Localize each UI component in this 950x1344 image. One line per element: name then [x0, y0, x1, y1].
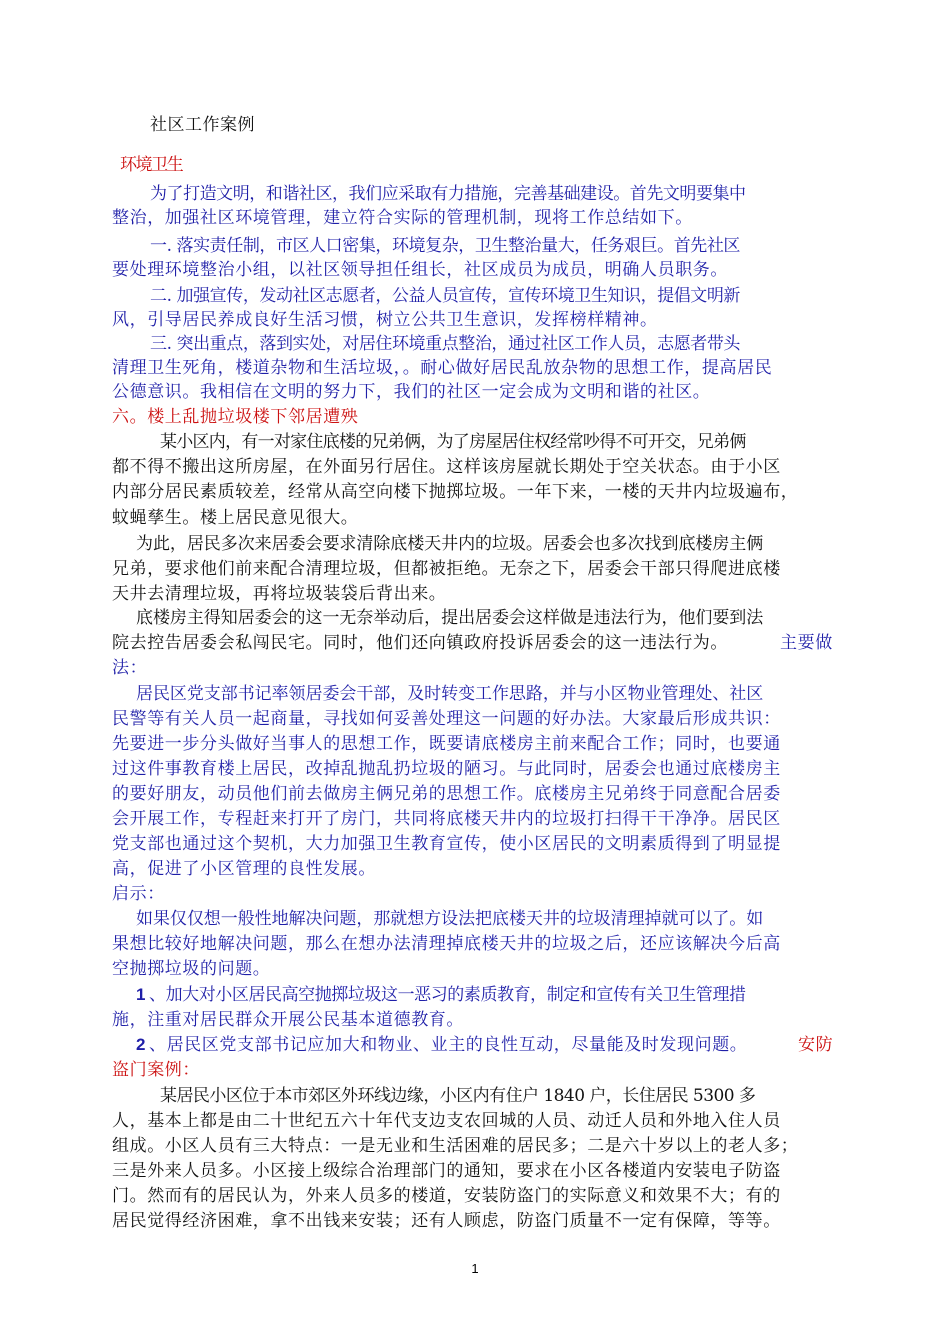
- paragraph-line: 底楼房主得知居委会的这一无奈举动后，提出居委会这样做是违法行为，他们要到法: [136, 608, 764, 628]
- paragraph-line: 如果仅仅想一般性地解决问题，那就想方设法把底楼天井的垃圾清理掉就可以了。如: [136, 909, 764, 929]
- document-title: 社区工作案例: [150, 115, 255, 135]
- paragraph-line: 公德意识。我相信在文明的努力下，我们的社区一定会成为文明和谐的社区。: [112, 382, 711, 402]
- paragraph-line: 居民区党支部书记率领居委会干部，及时转变工作思路，并与小区物业管理处、社区: [136, 684, 764, 704]
- paragraph-line: 蚊蝇孳生。楼上居民意见很大。: [112, 508, 359, 528]
- paragraph-line: 兄弟，要求他们前来配合清理垃圾，但都被拒绝。无奈之下，居委会干部只得爬进底楼: [112, 559, 781, 579]
- paragraph-line: 院去控告居委会私闯民宅。同时，他们还向镇政府投诉居委会的这一违法行为。: [112, 633, 728, 653]
- paragraph-line: 、居民区党支部书记应加大和物业、业主的良性互动，尽量能及时发现问题。: [149, 1035, 748, 1055]
- paragraph-line: 要处理环境整治小组，以社区领导担任组长，社区成员为成员，明确人员职务。: [112, 260, 728, 280]
- paragraph-line: 党支部也通过这个契机，大力加强卫生教育宣传，使小区居民的文明素质得到了明显提: [112, 834, 781, 854]
- paragraph-line: 会开展工作，专程赶来打开了房门，共同将底楼天井内的垃圾打扫得干干净净。居民区: [112, 809, 781, 829]
- paragraph-line: 某小区内，有一对家住底楼的兄弟俩，为了房屋居住权经常吵得不可开交，兄弟俩: [160, 432, 746, 452]
- paragraph-line: 人，基本上都是由二十世纪五六十年代支边支农回城的人员、动迁人员和外地入住人员: [112, 1111, 781, 1131]
- paragraph-line: 风，引导居民养成良好生活习惯，树立公共卫生意识，发挥榜样精神。: [112, 310, 658, 330]
- method-label: 主要做: [780, 633, 833, 653]
- insight-label: 启示：: [112, 884, 165, 904]
- paragraph-line: 都不得不搬出这所房屋，在外面另行居住。这样该房屋就长期处于空关状态。由于小区: [112, 457, 781, 477]
- point-number: 1: [136, 985, 147, 1004]
- paragraph-line: 某居民小区位于本市郊区外环线边缘，小区内有住户 1840 户，长住居民 5300 多: [160, 1086, 756, 1106]
- paragraph-line: 三. 突出重点，落到实处，对居住环境重点整治，通过社区工作人员，志愿者带头: [150, 334, 741, 354]
- paragraph-line: 天井去清理垃圾，再将垃圾装袋后背出来。: [112, 584, 447, 604]
- paragraph-line: 的要好朋友，动员他们前去做房主俩兄弟的思想工作。底楼房主兄弟终于同意配合居委: [112, 784, 781, 804]
- section-heading-garbage: 六。楼上乱抛垃圾楼下邻居遭殃: [112, 407, 359, 427]
- paragraph-line: 为此，居民多次来居委会要求清除底楼天井内的垃圾。居委会也多次找到底楼房主俩: [136, 534, 764, 554]
- paragraph-line: 、加大对小区居民高空抛掷垃圾这一恶习的素质教育，制定和宣传有关卫生管理措: [149, 985, 746, 1005]
- paragraph-line: 空抛掷垃圾的问题。: [112, 959, 271, 979]
- paragraph-line: 内部分居民素质较差，经常从高空向楼下抛掷垃圾。一年下来，一楼的天井内垃圾遍布，: [112, 482, 799, 502]
- paragraph-line: 民警等有关人员一起商量，寻找如何妥善处理这一问题的好办法。大家最后形成共识：: [112, 709, 781, 729]
- method-label-cont: 法：: [112, 658, 148, 678]
- paragraph-line: 高，促进了小区管理的良性发展。: [112, 859, 376, 879]
- paragraph-line: 整治，加强社区环境管理，建立符合实际的管理机制，现将工作总结如下。: [112, 208, 693, 228]
- section-heading-environment: 环境卫生: [120, 155, 183, 175]
- paragraph-line: 清理卫生死角，楼道杂物和生活垃圾，。耐心做好居民乱放杂物的思想工作，提高居民: [112, 358, 773, 378]
- security-label-cont: 盗门案例：: [112, 1060, 200, 1080]
- paragraph-line: 一. 落实责任制，市区人口密集，环境复杂，卫生整治量大，任务艰巨。首先社区: [150, 236, 741, 256]
- paragraph-line: 为了打造文明，和谐社区，我们应采取有力措施，完善基础建设。首先文明要集中: [150, 184, 746, 204]
- paragraph-line: 三是外来人员多。小区接上级综合治理部门的通知，要求在小区各楼道内安装电子防盗: [112, 1161, 781, 1181]
- paragraph-line: 先要进一步分头做好当事人的思想工作，既要请底楼房主前来配合工作；同时，也要通: [112, 734, 781, 754]
- point-number: 2: [136, 1035, 147, 1054]
- paragraph-line: 组成。小区人员有三大特点：一是无业和生活困难的居民多；二是六十岁以上的老人多；: [112, 1136, 799, 1156]
- paragraph-line: 居民觉得经济困难，拿不出钱来安装；还有人顾虑，防盗门质量不一定有保障，等等。: [112, 1211, 781, 1231]
- paragraph-line: 过这件事教育楼上居民，改掉乱抛乱扔垃圾的陋习。与此同时，居委会也通过底楼房主: [112, 759, 781, 779]
- security-label: 安防: [798, 1035, 834, 1055]
- paragraph-line: 门。然而有的居民认为，外来人员多的楼道，安装防盗门的实际意义和效果不大；有的: [112, 1186, 781, 1206]
- paragraph-line: 二. 加强宣传，发动社区志愿者，公益人员宣传，宣传环境卫生知识，提倡文明新: [150, 286, 741, 306]
- page-number: 1: [471, 1261, 479, 1276]
- paragraph-line: 施，注重对居民群众开展公民基本道德教育。: [112, 1010, 464, 1030]
- paragraph-line: 果想比较好地解决问题，那么在想办法清理掉底楼天井的垃圾之后，还应该解决今后高: [112, 934, 781, 954]
